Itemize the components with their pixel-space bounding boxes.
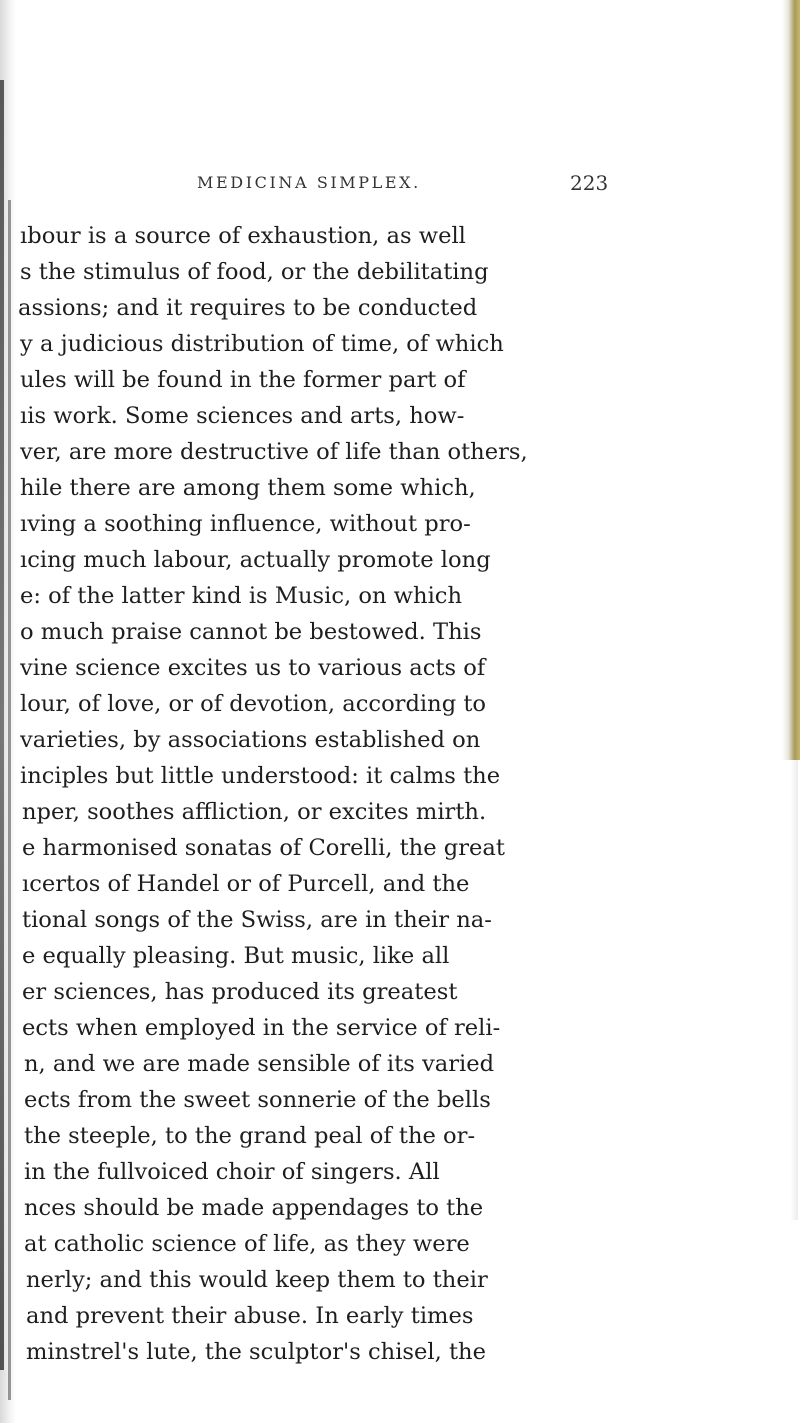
text-line: nerly; and this would keep them to their: [26, 1267, 488, 1293]
text-line: s the stimulus of food, or the debilitating: [20, 259, 489, 285]
text-line: o much praise cannot be bestowed. This: [20, 619, 482, 645]
text-line: er sciences, has produced its greatest: [22, 979, 458, 1005]
text-line: e harmonised sonatas of Corelli, the great: [22, 835, 505, 861]
text-line: ıcertos of Handel or of Purcell, and the: [22, 871, 470, 897]
text-line: ıis work. Some sciences and arts, how-: [20, 403, 465, 429]
text-line: the steeple, to the grand peal of the or-: [24, 1123, 476, 1149]
text-line: assions; and it requires to be conducted: [18, 295, 478, 321]
text-line: e: of the latter kind is Music, on which: [20, 583, 463, 609]
text-line: vine science excites us to various acts of: [20, 655, 486, 681]
text-line: e equally pleasing. But music, like all: [22, 943, 450, 969]
text-line: hile there are among them some which,: [20, 475, 476, 501]
page-header: [0, 168, 800, 198]
text-line: ules will be found in the former part of: [20, 367, 466, 393]
page-number: 223: [570, 171, 609, 195]
text-line: y a judicious distribution of time, of which: [20, 331, 504, 357]
running-head: MEDICINA SIMPLEX.: [197, 173, 421, 192]
text-line: ıbour is a source of exhaustion, as well: [20, 223, 466, 249]
text-line: in the fullvoiced choir of singers. All: [24, 1159, 440, 1185]
text-line: minstrel's lute, the sculptor's chisel, the: [26, 1339, 486, 1365]
text-line: nper, soothes affliction, or excites mirth.: [22, 799, 487, 825]
text-line: ıving a soothing influence, without pro-: [20, 511, 471, 537]
text-line: ects when employed in the service of reli-: [22, 1015, 501, 1041]
text-line: ıcing much labour, actually promote long: [20, 547, 491, 573]
text-line: ver, are more destructive of life than others,: [20, 439, 528, 465]
text-line: at catholic science of life, as they were: [24, 1231, 470, 1257]
text-line: varieties, by associations established on: [20, 727, 481, 753]
text-line: ects from the sweet sonnerie of the bells: [24, 1087, 491, 1113]
text-line: tional songs of the Swiss, are in their na-: [22, 907, 492, 933]
text-line: nces should be made appendages to the: [24, 1195, 484, 1221]
text-line: inciples but little understood: it calms the: [20, 763, 501, 789]
text-line: lour, of love, or of devotion, according to: [20, 691, 487, 717]
text-line: and prevent their abuse. In early times: [26, 1303, 474, 1329]
body-text: [0, 218, 800, 1378]
text-line: n, and we are made sensible of its varied: [24, 1051, 495, 1077]
